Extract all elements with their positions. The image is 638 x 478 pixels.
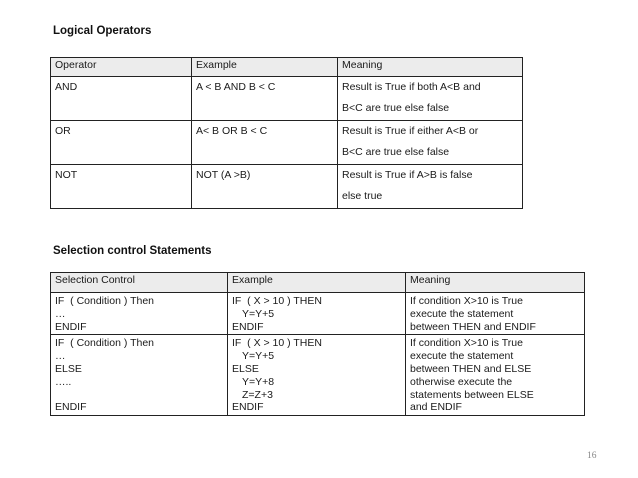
column-header: Meaning	[406, 273, 585, 293]
example-line: Y=Y+8	[242, 375, 275, 388]
meaning-line: between THEN and ELSE	[410, 362, 532, 375]
column-header: Meaning	[338, 58, 523, 77]
example-line: IF ( X > 10 ) THEN	[232, 337, 322, 350]
example-line: Y=Y+5	[242, 350, 275, 363]
page-number: 16	[587, 451, 597, 461]
meaning-line: Result is True if either A<B or	[342, 125, 479, 137]
control-line: IF ( Condition ) Then	[55, 295, 155, 307]
operator-cell: NOT	[51, 165, 192, 209]
meaning-line: execute the statement	[410, 307, 514, 320]
column-header: Selection Control	[51, 273, 228, 293]
control-line: ENDIF	[55, 401, 87, 414]
control-cell	[51, 293, 228, 335]
control-line: …	[55, 350, 66, 363]
table-row	[51, 121, 523, 165]
example-line: Y=Y+5	[242, 307, 275, 320]
example-cell	[228, 335, 406, 416]
meaning-line: If condition X>10 is True	[410, 337, 523, 350]
meaning-line: else true	[342, 190, 383, 202]
table-row	[51, 165, 523, 209]
meaning-line: B<C are true else false	[342, 146, 450, 158]
control-cell	[51, 335, 228, 416]
meaning-line: statements between ELSE	[410, 388, 534, 401]
example-line: ENDIF	[232, 320, 264, 333]
example-line: ENDIF	[232, 401, 264, 414]
table-header-row	[51, 58, 523, 77]
meaning-cell	[406, 293, 585, 335]
example-line: ELSE	[232, 362, 259, 375]
meaning-line: and ENDIF	[410, 401, 462, 414]
table-row	[51, 77, 523, 121]
meaning-line: B<C are true else false	[342, 102, 450, 114]
meaning-line: between THEN and ENDIF	[410, 320, 536, 333]
control-line: …	[55, 307, 66, 320]
operator-cell: AND	[51, 77, 192, 121]
example-cell: A < B AND B < C	[192, 77, 338, 121]
meaning-line: Result is True if A>B is false	[342, 169, 473, 181]
meaning-line: execute the statement	[410, 350, 514, 363]
example-cell	[228, 293, 406, 335]
meaning-line: Result is True if both A<B and	[342, 81, 481, 93]
meaning-cell	[338, 77, 523, 121]
meaning-cell	[338, 165, 523, 209]
control-line: …..	[55, 375, 72, 388]
table-header-row	[51, 273, 585, 293]
selection-statements-heading: Selection control Statements	[53, 245, 212, 257]
logical-operators-heading: Logical Operators	[53, 25, 152, 37]
example-line: IF ( X > 10 ) THEN	[232, 295, 322, 307]
control-line	[55, 389, 223, 402]
control-line: IF ( Condition ) Then	[55, 337, 155, 350]
column-header: Example	[192, 58, 338, 77]
meaning-line: otherwise execute the	[410, 375, 513, 388]
example-line: Z=Z+3	[242, 388, 273, 401]
operator-cell: OR	[51, 121, 192, 165]
logical-operators-table	[50, 57, 523, 209]
meaning-line: If condition X>10 is True	[410, 295, 523, 307]
control-line: ELSE	[55, 362, 82, 375]
meaning-cell	[406, 335, 585, 416]
selection-statements-table	[50, 272, 585, 416]
table-row	[51, 293, 585, 335]
example-cell: A< B OR B < C	[192, 121, 338, 165]
table-row	[51, 335, 585, 416]
column-header: Operator	[51, 58, 192, 77]
meaning-cell	[338, 121, 523, 165]
example-cell: NOT (A >B)	[192, 165, 338, 209]
control-line: ENDIF	[55, 320, 87, 333]
column-header: Example	[228, 273, 406, 293]
